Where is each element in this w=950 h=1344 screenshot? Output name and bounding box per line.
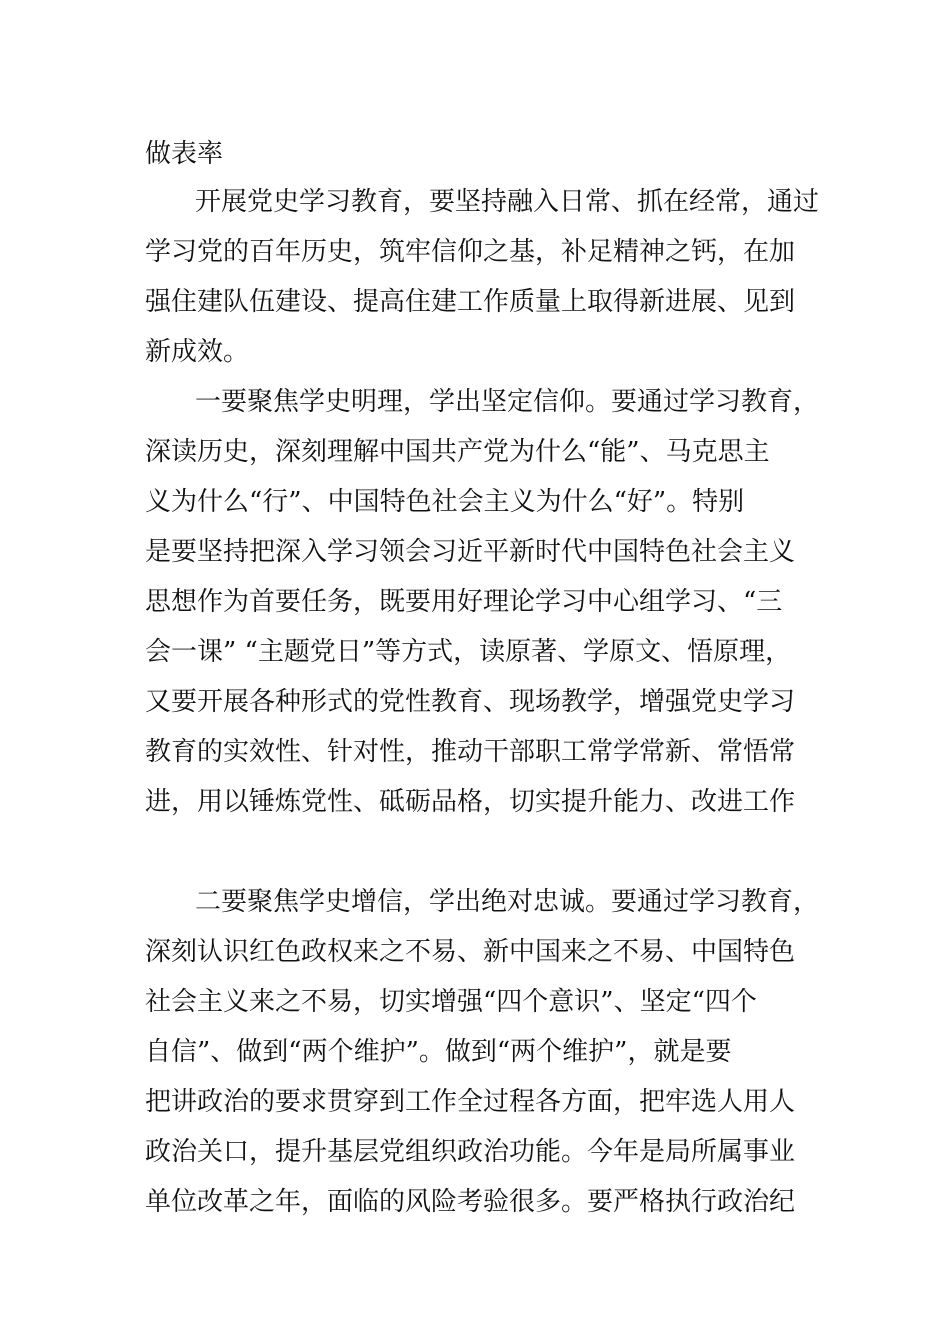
- paragraph-3-line-2: 深刻认识红色政权来之不易、新中国来之不易、中国特色: [145, 937, 796, 967]
- paragraph-3-line-3: 社会主义来之不易，切实增强“四个意识”、坚定“四个: [145, 987, 757, 1017]
- paragraph-2-line-9: 进，用以锤炼党性、砥砺品格，切实提升能力、改进工作: [145, 787, 796, 817]
- paragraph-2-line-5: 思想作为首要任务，既要用好理论学习中心组学习、“三: [145, 587, 783, 617]
- paragraph-3-line-6: 政治关口，提升基层党组织政治功能。今年是局所属事业: [145, 1137, 796, 1167]
- paragraph-1-line-4: 新成效。: [145, 337, 250, 367]
- paragraph-3-line-4: 自信”、做到“两个维护”。做到“两个维护”，就是要: [145, 1037, 732, 1067]
- paragraph-1-line-2: 学习党的百年历史，筑牢信仰之基，补足精神之钙，在加: [145, 237, 796, 267]
- paragraph-2-line-7: 又要开展各种形式的党性教育、现场教学，增强党史学习: [145, 687, 796, 717]
- text-line-1: 做表率: [145, 139, 224, 169]
- paragraph-1-line-1: 开展党史学习教育，要坚持融入日常、抓在经常，通过: [195, 187, 820, 217]
- paragraph-2-line-4: 是要坚持把深入学习领会习近平新时代中国特色社会主义: [145, 537, 796, 567]
- paragraph-2-line-3: 义为什么“行”、中国特色社会主义为什么“好”。特别: [145, 487, 745, 517]
- paragraph-3-line-5: 把讲政治的要求贯穿到工作全过程各方面，把牢选人用人: [145, 1087, 796, 1117]
- paragraph-2-line-8: 教育的实效性、针对性，推动干部职工常学常新、常悟常: [145, 737, 796, 767]
- paragraph-2-line-2: 深读历史，深刻理解中国共产党为什么“能”、马克思主: [145, 437, 770, 467]
- paragraph-3-line-7: 单位改革之年，面临的风险考验很多。要严格执行政治纪: [145, 1187, 796, 1217]
- paragraph-1-line-3: 强住建队伍建设、提高住建工作质量上取得新进展、见到: [145, 287, 796, 317]
- paragraph-2-line-1: 一要聚焦学史明理，学出坚定信仰。要通过学习教育，: [195, 387, 820, 417]
- paragraph-3-line-1: 二要聚焦学史增信，学出绝对忠诚。要通过学习教育，: [195, 887, 820, 917]
- paragraph-2-line-6: 会一课” “主题党日”等方式，读原著、学原文、悟原理，: [145, 637, 792, 667]
